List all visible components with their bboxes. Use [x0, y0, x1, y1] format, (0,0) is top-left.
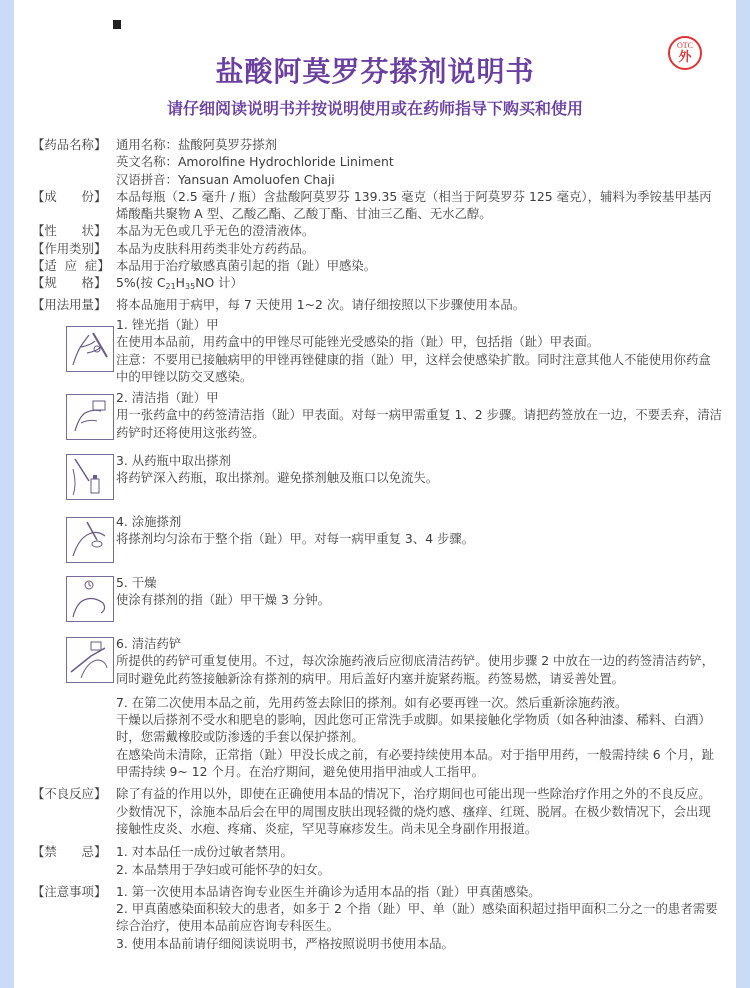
section-cautions — [32, 883, 722, 952]
drying-illustration-icon — [66, 576, 114, 622]
leaflet-body — [32, 136, 722, 952]
section-adverse — [32, 785, 722, 837]
step-line: 将药铲深入药瓶，取出搽剂。避免搽剂触及瓶口以免流失。 — [116, 470, 439, 486]
adverse-text: 除了有益的作用以外，即使在正确使用本品的情况下，治疗期间也可能出现一些除治疗作用之外的不良反应。少数情况下，涂施本品后会在甲的周围皮肤出现轻微的烧灼感、瘙痒、红斑、脱屑。在极少数情况下，会出现接触性皮炎、水疱、疼痛、炎症，罕见荨麻疹发生。尚未见全身副作用报道。 — [116, 786, 711, 836]
section-label: 【不良反应】 — [32, 786, 107, 802]
section-label: 【作用类别】 — [32, 240, 107, 256]
step-line: 使涂有搽剂的指（趾）甲干燥 3 分钟。 — [116, 592, 331, 608]
caution-line: 3. 使用本品前请仔细阅读说明书，严格按照说明书使用本品。 — [116, 935, 454, 951]
contra-line: 2. 本品禁用于孕妇或可能怀孕的妇女。 — [116, 861, 331, 877]
section-label: 【禁 忌】 — [32, 844, 107, 860]
step-line: 所提供的药铲可重复使用。不过，每次涂施药液后应彻底清洁药铲。使用步骤 2 中放在一边的药签清洁药铲，同时避免此药签接触新涂有搽剂的病甲。用后盖好内塞并旋紧药瓶。药签易燃，请妥善处置。 — [116, 653, 715, 686]
usage-step-4 — [32, 513, 722, 571]
spec-sub-c: 21 — [165, 282, 176, 292]
spec-post: NO 计） — [195, 275, 243, 291]
page-subtitle: 请仔细阅读说明书并按说明使用或在药师指导下购买和使用 — [166, 99, 583, 118]
usage-step-3 — [32, 452, 722, 510]
section-name — [32, 136, 722, 188]
usage-step-2 — [32, 389, 722, 449]
usage-step-6 — [32, 635, 722, 687]
step-line: 将搽剂均匀涂布于整个指（趾）甲。对每一病甲重复 3、4 步骤。 — [116, 531, 475, 547]
step-line: 注意：不要用已接触病甲的甲锉再锉健康的指（趾）甲，这样会使感染扩散。同时注意其他人不能使用你药盒中的甲锉以防交叉感染。 — [116, 351, 711, 384]
usage-step-5 — [32, 574, 722, 632]
usage-step-7 — [116, 694, 722, 780]
step-title: 4. 涂施搽剂 — [116, 513, 182, 529]
step-title: 6. 清洁药铲 — [116, 635, 182, 651]
contra-line: 1. 对本品任一成份过敏者禁用。 — [116, 844, 293, 860]
step-line: 用一张药盒中的药签清洁指（趾）甲表面。对每一病甲需重复 1、2 步骤。请把药签放在一边，不要丢弃，清洁药铲时还将使用这张药签。 — [116, 407, 723, 440]
step-line: 在使用本品前，用药盒中的甲锉尽可能锉光受感染的指（趾）甲，包括指（趾）甲表面。 — [116, 334, 600, 350]
section-usage — [32, 296, 722, 781]
pinyin-name: 汉语拼音：Yansuan Amoluofen Chaji — [116, 171, 335, 187]
usage-intro: 将本品施用于病甲，每 7 天使用 1~2 次。请仔细按照以下步骤使用本品。 — [116, 296, 526, 312]
appearance-text: 本品为无色或几乎无色的澄清液体。 — [116, 223, 315, 239]
section-spec — [32, 274, 722, 295]
step7-line: 干燥以后搽剂不受水和肥皂的影响，因此您可正常洗手或脚。如果接触化学物质（如各种油漆、稀料、白酒）时，您需戴橡胶或防渗透的手套以保护搽剂。 — [116, 712, 711, 745]
bottle-illustration-icon — [66, 454, 114, 500]
otc-badge-top: OTC — [677, 41, 693, 50]
filing-illustration-icon — [66, 326, 114, 372]
generic-name: 通用名称：盐酸阿莫罗芬搽剂 — [116, 137, 278, 152]
spec-text — [116, 274, 722, 295]
section-appearance — [32, 222, 722, 239]
spec-sub-h: 35 — [185, 282, 196, 292]
caution-line: 1. 第一次使用本品请咨询专业医生并确诊为适用本品的指（趾）甲真菌感染。 — [116, 883, 541, 899]
section-label: 【规 格】 — [32, 275, 107, 291]
category-text: 本品为皮肤科用药类非处方药药品。 — [116, 240, 315, 256]
section-indication — [32, 257, 722, 274]
section-label: 【性 状】 — [32, 223, 107, 239]
ingredients-text: 本品每瓶（2.5 毫升 / 瓶）含盐酸阿莫罗芬 139.35 毫克（相当于阿莫罗芬 125 毫克），辅料为季铵基甲基丙烯酸酯共聚物 A 型、乙酸乙酯、乙酸丁酯、甘油三乙酯、无水乙醇。 — [116, 188, 712, 222]
section-label: 【注意事项】 — [32, 883, 107, 899]
cleaning-illustration-icon — [66, 394, 114, 440]
step7-line: 在感染尚未清除，正常指（趾）甲没长成之前，有必要持续使用本品。对于指甲用药，一般需持续 6 个月，趾甲需持续 9~ 12 个月。在治疗期间，避免使用指甲油或人工指甲。 — [116, 746, 715, 780]
step-title: 3. 从药瓶中取出搽剂 — [116, 452, 231, 468]
section-label: 【适 应 症】 — [32, 258, 110, 274]
otc-badge-bottom: 外 — [678, 50, 692, 65]
section-label: 【成 份】 — [32, 188, 107, 204]
step7-line: 7. 在第二次使用本品之前，先用药签去除旧的搽剂。如有必要再锉一次。然后重新涂施药液。 — [116, 694, 628, 710]
step-title: 2. 清洁指（趾）甲 — [116, 389, 219, 405]
spec-pre: 5%(按 C — [116, 275, 166, 291]
indication-text: 本品用于治疗敏感真菌引起的指（趾）甲感染。 — [116, 258, 377, 274]
section-contra — [32, 843, 722, 878]
spatula-cleaning-illustration-icon — [66, 637, 114, 683]
step-title: 1. 锉光指（趾）甲 — [116, 316, 219, 332]
section-label: 【用法用量】 — [32, 296, 107, 312]
step-title: 5. 干燥 — [116, 574, 157, 590]
usage-step-1 — [32, 316, 722, 386]
section-label: 【药品名称】 — [32, 137, 107, 152]
registration-mark — [113, 20, 121, 29]
section-category — [32, 240, 722, 257]
caution-line: 2. 甲真菌感染面积较大的患者，如多于 2 个指（趾）甲、单（趾）感染面积超过指甲面积二分之一的患者需要综合治疗，使用本品前应咨询专科医生。 — [116, 901, 718, 934]
page-title: 盐酸阿莫罗芬搽剂说明书 — [215, 55, 535, 88]
applying-illustration-icon — [66, 517, 114, 563]
english-name: 英文名称：Amorolfine Hydrochloride Liniment — [116, 154, 394, 170]
spec-mid: H — [175, 275, 185, 291]
section-ingredients — [32, 188, 722, 223]
